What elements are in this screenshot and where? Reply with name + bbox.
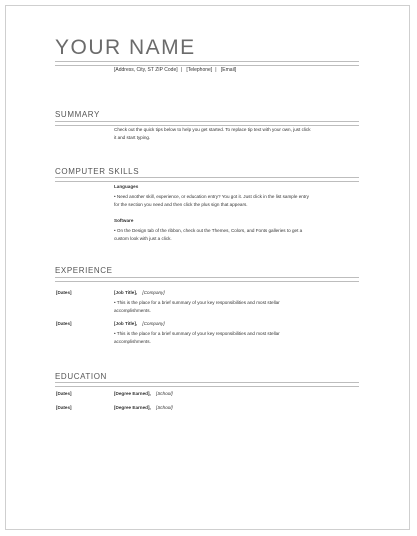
- software-text[interactable]: • On the Design tab of the ribbon, check out the Themes, Colors, and Fonts galleries to get a custom look with just a click.: [114, 228, 303, 241]
- name-divider: [55, 61, 359, 66]
- education-dates[interactable]: [Dates]: [56, 391, 72, 396]
- school[interactable]: [School]: [156, 391, 173, 396]
- skills-heading: COMPUTER SKILLS: [55, 167, 140, 176]
- languages-text[interactable]: • Need another skill, experience, or education entry? You got it. Just click in the list sample entry for the section you need and then click the plus sign that appears.: [114, 194, 309, 207]
- contact-email[interactable]: [Email]: [220, 67, 237, 73]
- summary-text[interactable]: Check out the quick tips below to help you get started. To replace tip text with your own, just click it and start typing.: [114, 127, 311, 140]
- company[interactable]: [Company]: [142, 321, 165, 326]
- resume-name[interactable]: YOUR NAME: [55, 36, 196, 59]
- contact-address[interactable]: [Address, City, ST ZIP Code]: [114, 67, 178, 73]
- skills-divider: [55, 177, 359, 182]
- software-label[interactable]: Software: [114, 218, 134, 223]
- contact-separator: |: [215, 67, 217, 73]
- education-divider: [55, 382, 359, 387]
- education-line[interactable]: [114, 405, 173, 410]
- experience-text[interactable]: • This is the place for a brief summary of your key responsibilities and most stellar accomplishments.: [114, 331, 280, 344]
- school[interactable]: [School]: [156, 405, 173, 410]
- degree[interactable]: [Degree Earned],: [114, 405, 151, 410]
- contact-line[interactable]: [114, 67, 239, 73]
- summary-heading: SUMMARY: [55, 110, 100, 119]
- experience-divider: [55, 277, 359, 282]
- experience-heading: EXPERIENCE: [55, 266, 113, 275]
- experience-dates[interactable]: [Dates]: [56, 321, 72, 326]
- education-dates[interactable]: [Dates]: [56, 405, 72, 410]
- company[interactable]: [Company]: [142, 290, 165, 295]
- job-title[interactable]: [Job Title],: [114, 321, 138, 326]
- experience-title-line[interactable]: [114, 290, 165, 295]
- job-title[interactable]: [Job Title],: [114, 290, 138, 295]
- degree[interactable]: [Degree Earned],: [114, 391, 151, 396]
- contact-separator: |: [180, 67, 182, 73]
- contact-phone[interactable]: [Telephone]: [186, 67, 213, 73]
- experience-title-line[interactable]: [114, 321, 165, 326]
- languages-label[interactable]: Languages: [114, 184, 139, 189]
- experience-dates[interactable]: [Dates]: [56, 290, 72, 295]
- education-line[interactable]: [114, 391, 173, 396]
- education-heading: EDUCATION: [55, 372, 107, 381]
- experience-text[interactable]: • This is the place for a brief summary of your key responsibilities and most stellar accomplishments.: [114, 300, 280, 313]
